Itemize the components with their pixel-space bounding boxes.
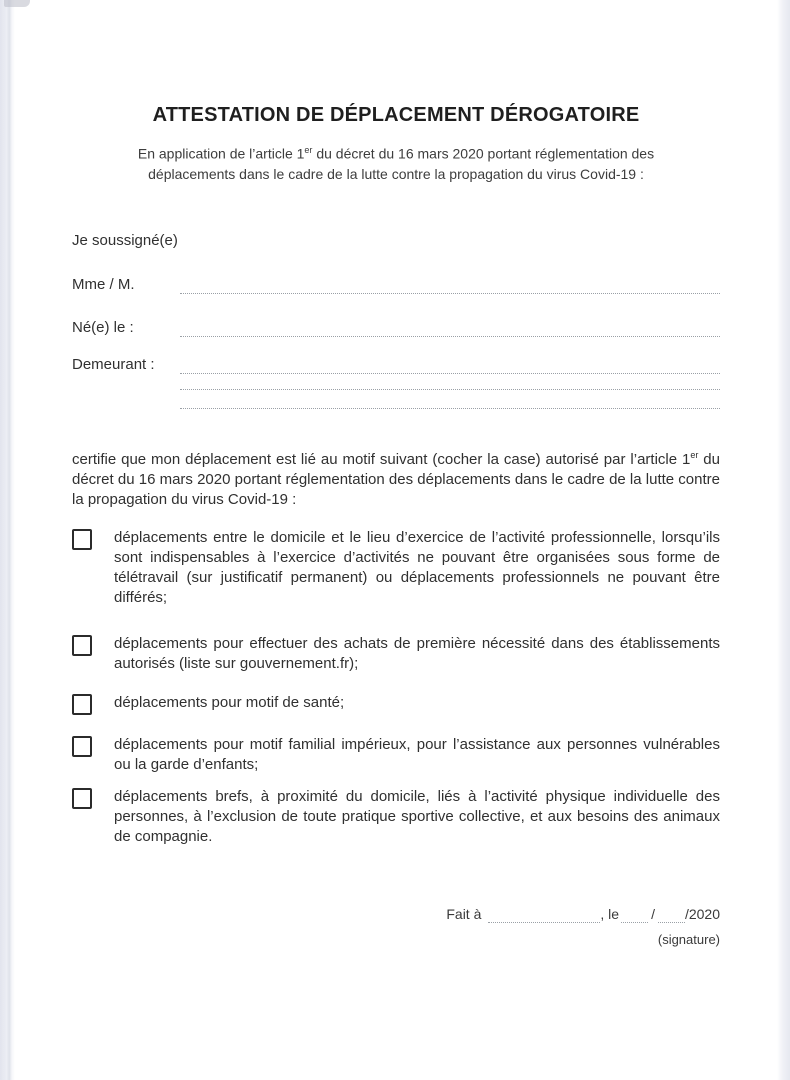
identity-section [72, 231, 720, 409]
name-label: Mme / M. [72, 275, 135, 293]
reason-item-health [72, 693, 720, 715]
day-field[interactable] [621, 907, 648, 923]
birthdate-label: Né(e) le : [72, 318, 134, 336]
form-subtitle [96, 140, 696, 184]
footer-date-line [72, 905, 720, 923]
reason-checkbox-family[interactable] [72, 736, 92, 757]
place-field[interactable] [488, 907, 600, 923]
signature-label: (signature) [657, 931, 720, 947]
address-row [72, 355, 720, 374]
reason-item-shopping [72, 634, 720, 674]
month-field[interactable] [658, 907, 685, 923]
le-label: , le [600, 905, 620, 922]
address-field-line-3[interactable] [180, 408, 720, 409]
form-title: ATTESTATION DE DÉPLACEMENT DÉROGATOIRE [152, 104, 640, 126]
certification-text-2: du décret du 16 mars 2020 portant réglementation des déplacements dans le cadre de la lutte contre la propagation du virus Covid-19 : [72, 450, 720, 508]
birthdate-row [72, 318, 720, 337]
reason-item-work [72, 528, 720, 608]
intro-label: Je soussigné(e) [72, 231, 178, 249]
certification-text [72, 445, 720, 510]
reason-label-shopping: déplacements pour effectuer des achats de première nécessité dans des établissements autorisés (liste sur gouvernement.fr); [114, 634, 720, 672]
birthdate-field[interactable] [180, 319, 720, 337]
reason-label-health: déplacements pour motif de santé; [114, 693, 345, 711]
reason-checkbox-shopping[interactable] [72, 635, 92, 656]
reason-item-family [72, 735, 720, 775]
reason-label-family: déplacements pour motif familial impérieux, pour l’assistance aux personnes vulnérables ou la garde d’enfants; [114, 735, 720, 773]
reason-item-exercise [72, 787, 720, 847]
subtitle-text-1: En application de l’article 1 [137, 145, 305, 162]
address-field-line-2[interactable] [180, 389, 720, 390]
reason-label-exercise: déplacements brefs, à proximité du domicile, liés à l’activité physique individuelle des personnes, à l’exclusion de toute pratique sportive collective, et aux besoins des animaux de compagnie. [114, 787, 720, 845]
certification-superscript: er [690, 449, 699, 460]
fait-a-label: Fait à [446, 905, 482, 922]
year-suffix: /2020 [684, 905, 720, 922]
reason-checkbox-health[interactable] [72, 694, 92, 715]
reason-checkbox-work[interactable] [72, 529, 92, 550]
address-field[interactable] [180, 356, 720, 374]
name-row [72, 275, 720, 294]
reasons-list [72, 528, 720, 847]
certification-text-1: certifie que mon déplacement est lié au motif suivant (cocher la case) autorisé par l’article 1 [72, 450, 691, 468]
date-slash: / [651, 905, 655, 922]
reason-checkbox-exercise[interactable] [72, 788, 92, 809]
subtitle-text-2: du décret du 16 mars 2020 portant réglementation des déplacements dans le cadre de la lutte contre la propagation du virus Covid-19 : [148, 145, 655, 182]
address-label: Demeurant : [72, 355, 155, 373]
subtitle-superscript: er [304, 145, 313, 155]
name-field[interactable] [180, 276, 720, 294]
reason-label-work: déplacements entre le domicile et le lieu d’exercice de l’activité professionnelle, lorsqu’ils sont indispensables à l’exercice d’activités ne pouvant être organisées sous forme de télétravail (sur justificatif permanent) ou déplacements professionnels ne pouvant être différés; [114, 528, 720, 606]
